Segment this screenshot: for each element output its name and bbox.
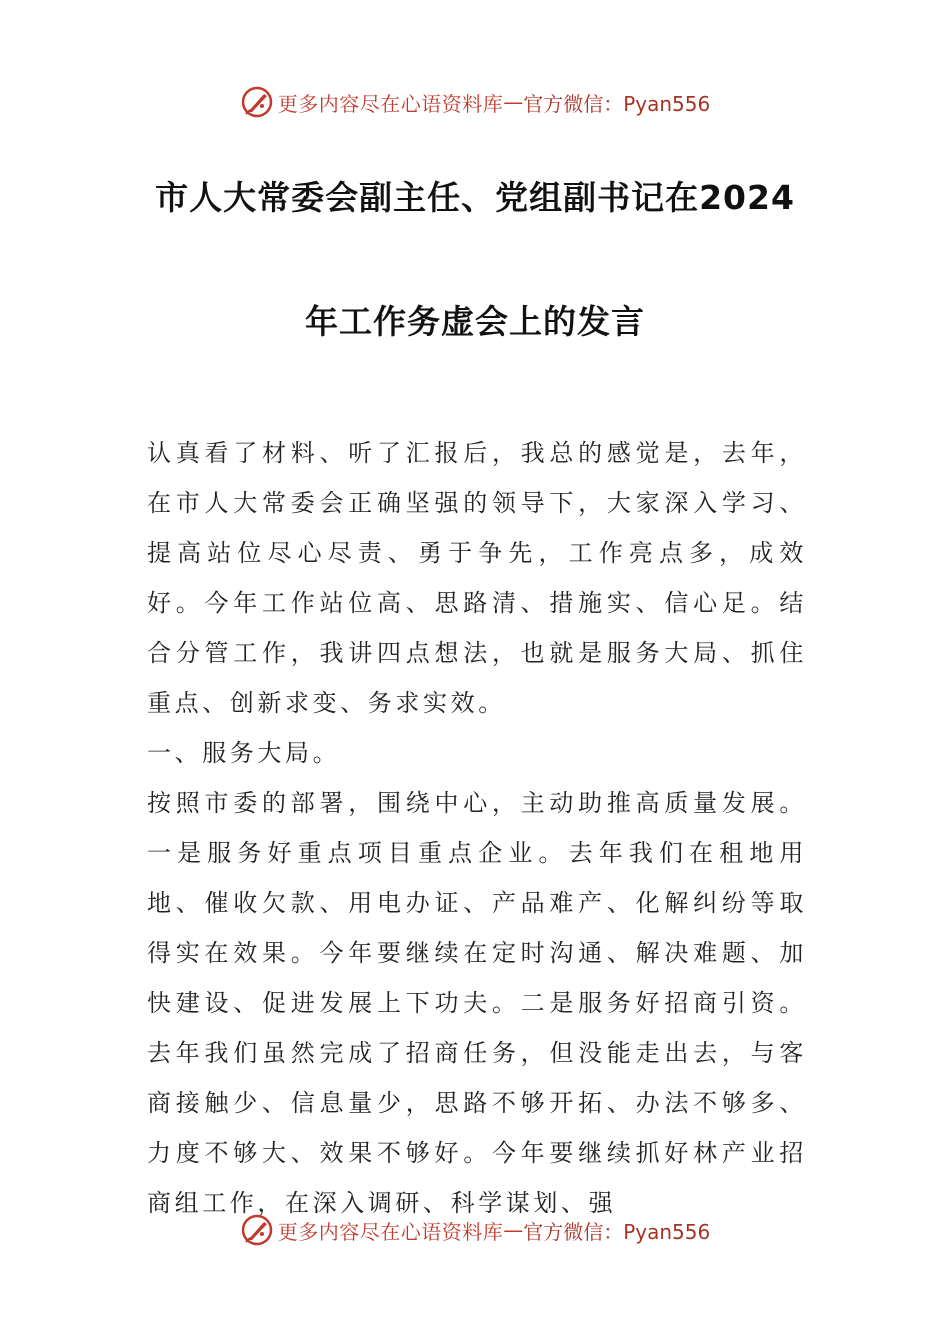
banner-text: 更多内容尽在心语资料库	[277, 91, 504, 116]
document-title-line-2: 年工作务虚会上的发言	[305, 302, 645, 341]
paragraph-intro: 认真看了材料、听了汇报后，我总的感觉是，去年，在市人大常委会正确坚强的领导下，大家深入学习、提高站位尽心尽责、勇于争先，工作亮点多，成效好。今年工作站位高、思路清、措施实、信心足。结合分管工作，我讲四点想法，也就是服务大局、抓住重点、创新求变、务求实效。	[147, 439, 807, 717]
banner-text: 更多内容尽在心语资料库	[277, 1219, 504, 1244]
footer-watermark-banner	[0, 1208, 950, 1252]
quill-logo-icon	[240, 1213, 274, 1247]
banner-wechat: 官方微信：Pyan556	[523, 1219, 711, 1244]
banner-wechat: 官方微信：Pyan556	[523, 91, 711, 116]
paragraph-section-1: 按照市委的部署，围绕中心，主动助推高质量发展。一是服务好重点项目重点企业。去年我们在租地用地、催收欠款、用电办证、产品难产、化解纠纷等取得实在效果。今年要继续在定时沟通、解决难题、加快建设、促进发展上下功夫。二是服务好招商引资。去年我们虽然完成了招商任务，但没能走出去，与客商接触少、信息量少，思路不够开拓、办法不够多、力度不够大、效果不够好。今年要继续抓好林产业招商组工作，在深入调研、科学谋划、强	[147, 789, 807, 1217]
header-watermark-banner	[0, 80, 950, 124]
quill-logo-icon	[240, 85, 274, 119]
document-title-line-1: 市人大常委会副主任、党组副书记在2024	[155, 178, 795, 217]
section-heading-1: 一、服务大局。	[147, 739, 341, 767]
document-body	[147, 428, 807, 1228]
banner-dash: —	[503, 1218, 524, 1242]
banner-dash: —	[503, 90, 524, 114]
